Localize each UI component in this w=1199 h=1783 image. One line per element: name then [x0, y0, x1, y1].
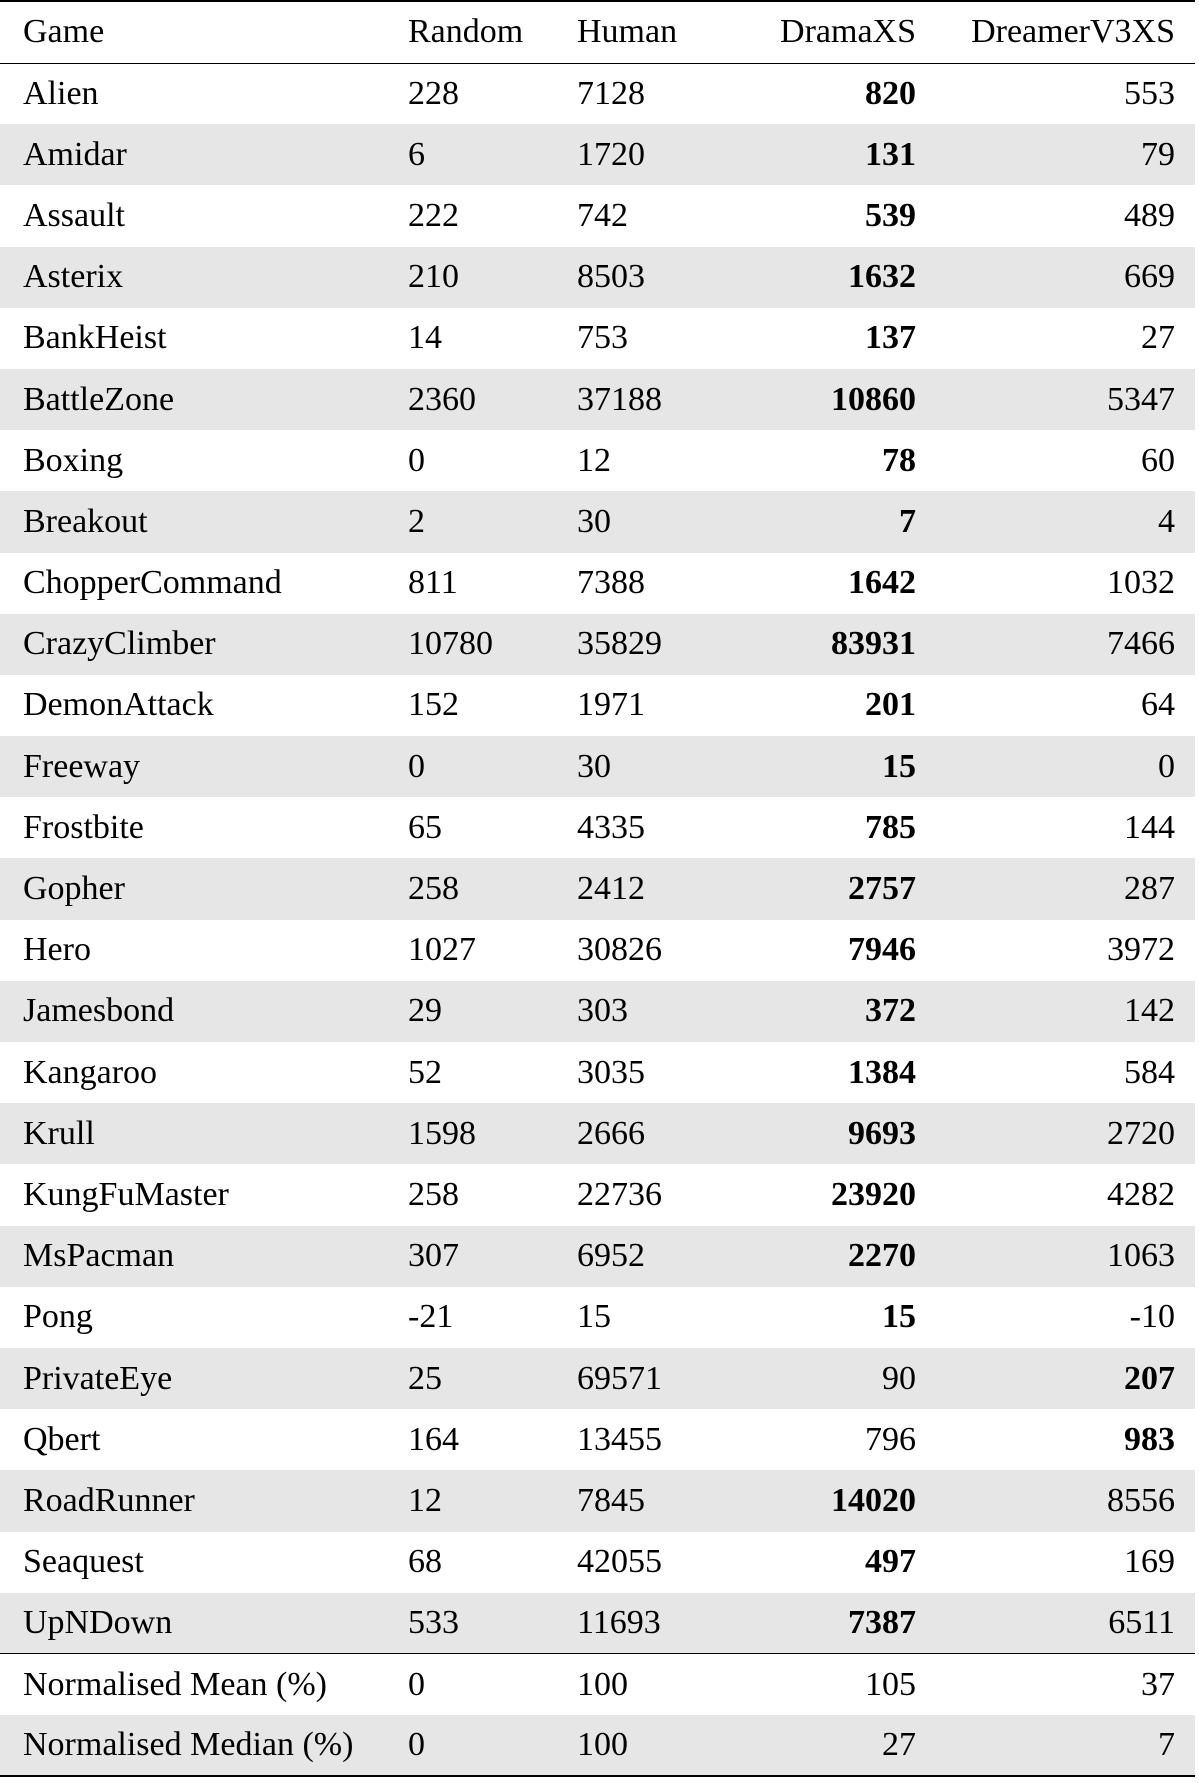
header-dreamerv3xs: DreamerV3XS: [971, 13, 1175, 51]
cell-dramaxs: 7946: [848, 931, 916, 969]
cell-game: Amidar: [0, 124, 408, 185]
table-row: [0, 1532, 1195, 1593]
cell-dramaxs: 1632: [728, 247, 916, 308]
cell-dramaxs: 539: [865, 196, 916, 234]
cell-dreamerv3xs: 7466: [916, 614, 1195, 675]
cell-human: 7128: [577, 74, 645, 112]
cell-game: CrazyClimber: [0, 614, 408, 675]
cell-game: Assault: [23, 196, 125, 234]
cell-game: DemonAttack: [23, 686, 214, 724]
cell-human: 37188: [577, 369, 728, 430]
cell-dramaxs: 820: [865, 74, 916, 112]
cell-random: 12: [408, 1470, 577, 1531]
cell-random: 258: [408, 1175, 459, 1213]
cell-dramaxs: 27: [728, 1715, 916, 1776]
cell-game: Asterix: [0, 247, 408, 308]
cell-human: 42055: [577, 1543, 662, 1581]
cell-random: 65: [408, 808, 442, 846]
table-header: [0, 1, 1195, 63]
cell-dramaxs: 796: [865, 1420, 916, 1458]
cell-dramaxs: 497: [865, 1543, 916, 1581]
cell-dramaxs: 1384: [848, 1053, 916, 1091]
cell-game: RoadRunner: [0, 1470, 408, 1531]
cell-game: Krull: [0, 1103, 408, 1164]
cell-dreamerv3xs: 6511: [916, 1593, 1195, 1654]
cell-game: Seaquest: [23, 1543, 144, 1581]
cell-dreamerv3xs: 1063: [916, 1226, 1195, 1287]
table-row: [0, 1348, 1195, 1409]
cell-dreamerv3xs: 0: [916, 736, 1195, 797]
table-row: [0, 491, 1195, 552]
cell-human: 1971: [577, 686, 645, 724]
cell-random: 68: [408, 1543, 442, 1581]
cell-human: 12: [577, 441, 611, 479]
cell-game: Gopher: [0, 858, 408, 919]
cell-dramaxs: 7: [728, 491, 916, 552]
cell-dreamerv3xs: 669: [916, 247, 1195, 308]
cell-random: 307: [408, 1226, 577, 1287]
cell-dreamerv3xs: 553: [1124, 74, 1175, 112]
table-row: [0, 1226, 1195, 1287]
cell-dramaxs: 83931: [728, 614, 916, 675]
cell-dramaxs: 78: [882, 441, 916, 479]
cell-dreamerv3xs: 79: [916, 124, 1195, 185]
cell-dreamerv3xs: 4: [916, 491, 1195, 552]
cell-human: 1720: [577, 124, 728, 185]
cell-dreamerv3xs: 7: [916, 1715, 1195, 1776]
table-row: [0, 981, 1195, 1042]
cell-game: Boxing: [23, 441, 124, 479]
cell-random: 52: [408, 1053, 442, 1091]
table-row: [0, 247, 1195, 308]
cell-dreamerv3xs: 144: [1124, 808, 1175, 846]
table-row: [0, 858, 1195, 919]
cell-game: ChopperCommand: [23, 564, 282, 602]
cell-human: 30: [577, 491, 728, 552]
cell-dreamerv3xs: 1032: [1107, 564, 1175, 602]
cell-random: 6: [408, 124, 577, 185]
cell-human: 2666: [577, 1103, 728, 1164]
cell-dreamerv3xs: 169: [1124, 1543, 1175, 1581]
cell-human: 30: [577, 736, 728, 797]
table-body: [0, 63, 1195, 1776]
table-row: [0, 675, 1195, 736]
cell-human: 8503: [577, 247, 728, 308]
cell-human: 15: [577, 1298, 611, 1336]
header-game: Game: [23, 13, 105, 51]
header-dramaxs: DramaXS: [780, 13, 916, 51]
cell-human: 22736: [577, 1175, 662, 1213]
cell-dreamerv3xs: 27: [1141, 319, 1175, 357]
cell-game: PrivateEye: [0, 1348, 408, 1409]
cell-dramaxs: 15: [728, 736, 916, 797]
cell-dramaxs: 2270: [728, 1226, 916, 1287]
cell-random: 258: [408, 858, 577, 919]
table-row: [0, 920, 1195, 981]
cell-game: MsPacman: [0, 1226, 408, 1287]
cell-random: 10780: [408, 614, 577, 675]
cell-random: 811: [408, 564, 458, 602]
table-row: [0, 553, 1195, 614]
table-row: [0, 1287, 1195, 1348]
cell-dreamerv3xs: 3972: [1107, 931, 1175, 969]
cell-random: 222: [408, 196, 459, 234]
cell-game: BattleZone: [0, 369, 408, 430]
table-row: [0, 63, 1195, 124]
cell-dreamerv3xs: 584: [1124, 1053, 1175, 1091]
cell-random: 210: [408, 247, 577, 308]
cell-human: 7845: [577, 1470, 728, 1531]
cell-dreamerv3xs: 142: [916, 981, 1195, 1042]
cell-game: Hero: [23, 931, 91, 969]
cell-game: Normalised Mean (%): [0, 1654, 408, 1715]
cell-human: 303: [577, 981, 728, 1042]
cell-human: 2412: [577, 858, 728, 919]
cell-game: Frostbite: [23, 808, 144, 846]
cell-game: Pong: [23, 1298, 93, 1336]
cell-random: -21: [408, 1298, 454, 1336]
cell-human: 3035: [577, 1053, 645, 1091]
summary-row: [0, 1654, 1195, 1715]
cell-random: 14: [408, 319, 442, 357]
cell-dreamerv3xs: 4282: [1107, 1175, 1175, 1213]
cell-dreamerv3xs: 5347: [916, 369, 1195, 430]
cell-human: 100: [577, 1654, 728, 1715]
cell-dreamerv3xs: 207: [916, 1348, 1195, 1409]
table-row: [0, 124, 1195, 185]
cell-random: 0: [408, 1715, 577, 1776]
cell-human: 6952: [577, 1226, 728, 1287]
table-row: [0, 308, 1195, 369]
cell-dreamerv3xs: 64: [1141, 686, 1175, 724]
cell-game: Normalised Median (%): [0, 1715, 408, 1776]
cell-random: 228: [408, 74, 459, 112]
cell-dramaxs: 90: [728, 1348, 916, 1409]
cell-dreamerv3xs: 489: [1124, 196, 1175, 234]
cell-game: Freeway: [0, 736, 408, 797]
header-row: [0, 1, 1195, 63]
cell-dramaxs: 201: [865, 686, 916, 724]
header-human: Human: [577, 13, 678, 51]
cell-dreamerv3xs: 60: [1141, 441, 1175, 479]
cell-dramaxs: 785: [865, 808, 916, 846]
cell-random: 164: [408, 1420, 459, 1458]
cell-random: 0: [408, 736, 577, 797]
cell-random: 2: [408, 491, 577, 552]
table-row: [0, 614, 1195, 675]
cell-random: 29: [408, 981, 577, 1042]
cell-dreamerv3xs: 2720: [916, 1103, 1195, 1164]
cell-dramaxs: 15: [882, 1298, 916, 1336]
table-row: [0, 1470, 1195, 1531]
cell-dramaxs: 9693: [728, 1103, 916, 1164]
cell-dramaxs: 131: [728, 124, 916, 185]
cell-human: 742: [577, 196, 628, 234]
table-row: [0, 1593, 1195, 1654]
cell-random: 0: [408, 441, 425, 479]
cell-dreamerv3xs: 8556: [916, 1470, 1195, 1531]
cell-game: BankHeist: [23, 319, 167, 357]
cell-game: UpNDown: [0, 1593, 408, 1654]
cell-dramaxs: 7387: [728, 1593, 916, 1654]
cell-dreamerv3xs: -10: [1129, 1298, 1175, 1336]
cell-human: 13455: [577, 1420, 662, 1458]
summary-row: [0, 1715, 1195, 1776]
header-random: Random: [408, 13, 524, 51]
cell-game: Alien: [23, 74, 99, 112]
cell-human: 7388: [577, 564, 645, 602]
cell-human: 100: [577, 1715, 728, 1776]
table-row: [0, 797, 1195, 858]
table-row: [0, 1103, 1195, 1164]
cell-random: 533: [408, 1593, 577, 1654]
cell-random: 0: [408, 1654, 577, 1715]
cell-dreamerv3xs: 37: [916, 1654, 1195, 1715]
cell-game: Breakout: [0, 491, 408, 552]
cell-dramaxs: 372: [728, 981, 916, 1042]
cell-game: Kangaroo: [23, 1053, 158, 1091]
table-row: [0, 185, 1195, 246]
table-row: [0, 1042, 1195, 1103]
cell-human: 753: [577, 319, 628, 357]
cell-human: 69571: [577, 1348, 728, 1409]
table-row: [0, 430, 1195, 491]
cell-dreamerv3xs: 983: [1124, 1420, 1175, 1458]
cell-dramaxs: 137: [865, 319, 916, 357]
cell-random: 2360: [408, 369, 577, 430]
cell-human: 4335: [577, 808, 645, 846]
cell-game: KungFuMaster: [23, 1175, 229, 1213]
cell-dramaxs: 1642: [848, 564, 916, 602]
table-row: [0, 736, 1195, 797]
cell-random: 1027: [408, 931, 476, 969]
table-row: [0, 369, 1195, 430]
cell-random: 25: [408, 1348, 577, 1409]
cell-human: 30826: [577, 931, 662, 969]
cell-game: Jamesbond: [0, 981, 408, 1042]
cell-random: 152: [408, 686, 459, 724]
cell-human: 35829: [577, 614, 728, 675]
cell-dreamerv3xs: 287: [916, 858, 1195, 919]
cell-game: Qbert: [23, 1420, 101, 1458]
cell-dramaxs: 10860: [728, 369, 916, 430]
table-row: [0, 1409, 1195, 1470]
cell-random: 1598: [408, 1103, 577, 1164]
cell-dramaxs: 23920: [831, 1175, 916, 1213]
cell-dramaxs: 14020: [728, 1470, 916, 1531]
cell-dramaxs: 2757: [728, 858, 916, 919]
table-row: [0, 1164, 1195, 1225]
cell-human: 11693: [577, 1593, 728, 1654]
cell-dramaxs: 105: [728, 1654, 916, 1715]
